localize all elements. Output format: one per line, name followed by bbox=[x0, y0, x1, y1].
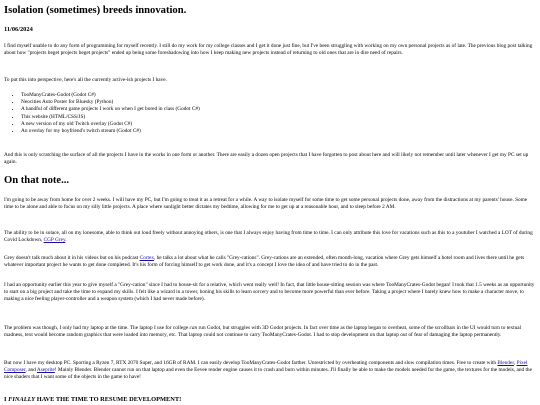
project-list bbox=[4, 92, 321, 135]
intro-paragraph: I find myself unable to do any form of programming for myself recently. I still do my work for my college classes and I get it done just fine, but I've been struggling with working on my own personal projects as of late. The previous blog post talking about how "projects beget projects beget projects" ended up being some foreshadowing into how I keep making new projects instead of returning to old ones that are in dire need of repairs. bbox=[4, 43, 533, 56]
solace-text: The ability to be in solace, all on my lonesome, able to think out loud freely without annoying others, is one that I always enjoy having from time to time. I can only attribute this love for vacations such as this to a youtuber I watched a LOT of during Covid Lockdown, bbox=[4, 230, 533, 243]
problem-text-b: run Godot, but struggles with 3D Godot projects. In fact over time as the laptop began to overheat, some of the scrollbars in the UI would turn to textual madness, text would become random graphics that were loaded into memory, etc. That laptop could not continue to carry TooManyCrates-Godot. I had to stop development on that laptop out of fear of damaging the laptop permanently. bbox=[4, 325, 522, 338]
cortex-link[interactable]: Cortex bbox=[139, 255, 154, 261]
desktop-text-b: ! Mainly Blender. Blender cannot run on that laptop and even the Eevee render engine causes it to crash and burn within minutes. I'll finally be able to make the models needed for the game, the textures for the models, and the nice shaders that I want some of the objects in the game to have! bbox=[4, 366, 532, 380]
solace-end: . bbox=[65, 236, 67, 243]
list-item: • An overlay for my boyfriend's twitch stream (Godot C#) bbox=[21, 128, 321, 135]
grey-text-a: Grey doesn't talk much about it in his videos but on his podcast bbox=[4, 255, 140, 261]
grey-paragraph bbox=[4, 255, 536, 269]
list-item: • A handful of different game projects I work on when I get bored in class (Godot C#) bbox=[21, 106, 321, 113]
desktop-sep-1: , bbox=[513, 360, 517, 366]
final-heading bbox=[4, 396, 181, 404]
home-paragraph: I'm going to be away from home for over 2 weeks. I will have my PC, but I'm going to treat it as a retreat for a while. A way to isolate myself for some time to get some personal projects done, away from the distractions at my parents' house. Some time to be alone and able to focus on my silly little projects. A place where sunlight better dictates my bedtime, allowing for me to get up at a reasonable hour, and to sleep before 2 AM. bbox=[4, 197, 528, 210]
solace-paragraph bbox=[4, 230, 536, 244]
final-text-b: HAVE THE TIME TO RESUME DEVELOPMENT! bbox=[35, 396, 182, 403]
list-item: • Neocities Auto Poster for Bluesky (Python) bbox=[21, 99, 321, 106]
problem-text-a: The problem was though, I only had my laptop at the time. The laptop I use for college bbox=[4, 325, 190, 331]
final-text-a: I bbox=[4, 396, 9, 403]
list-item: • A new version of my old Twitch overlay (Godot C#) bbox=[21, 121, 321, 128]
scratching-paragraph: And this is only scratching the surface of all the projects I have in the works in one form or another. There are easily a dozen open projects that I have forgotten to post about here and will likely not remember until later whenever I get my PC set up again. bbox=[4, 152, 529, 165]
desktop-paragraph bbox=[4, 360, 536, 380]
post-date: 11/06/2024 bbox=[4, 26, 33, 33]
section-heading: On that note... bbox=[4, 175, 70, 186]
desktop-text-a: But now I have my desktop PC. Sporting a Ryzen 7, RTX 2070 Super, and 16GB of RAM. I can easily develop TooManyCrates-Godot farther. Unrestricted by overheating components and slow compilation times. Free to create with bbox=[4, 360, 498, 366]
perspective-paragraph: To put this into perspective, here's all the currently active-ish projects I have. bbox=[4, 77, 167, 83]
final-emphasis: FINALLY bbox=[8, 396, 36, 403]
grey-text-b: , he talks a lot about what he calls "Grey-cations". Grey-cations are an extended, often month-long, vacation where Grey gets himself a hotel room and lives there until he gets whatever important project he wants to get done completed. It's his form of forcing himself to get work done, and it's a concept I love the idea of and have tried to do in the past. bbox=[4, 255, 525, 268]
list-item: • This website (HTML/CSS/JS) bbox=[21, 114, 321, 121]
cgp-grey-link[interactable]: CGP Grey bbox=[43, 236, 66, 243]
blender-link[interactable]: Blender bbox=[497, 360, 514, 366]
list-item: • TooManyCrates-Godot (Godot C#) bbox=[21, 92, 321, 99]
pixel-composer-link[interactable]: Pixel Composer bbox=[4, 360, 528, 373]
problem-paragraph bbox=[4, 325, 536, 339]
desktop-sep-2: , and bbox=[25, 366, 37, 373]
problem-emphasis: can bbox=[189, 325, 198, 331]
past-paragraph: I had an opportunity earlier this year to give myself a "Grey-cation" since I had to house-sit for a relative, which went really well! In fact, that little house-sitting session was where TooManyCrates-Godot began! I took that 1.5 weeks as an opportunity to start on a big project and take the time to expand my skills. I felt like a wizard in a tower, honing his skills to learn sorcery and to become more powerful than ever before. Taking a project where I barely knew how to make a character move, to making a nice feeling player-controller and a weapon system (which I had never made before). bbox=[4, 282, 535, 302]
aseprite-link[interactable]: Aseprite bbox=[36, 366, 55, 373]
post-title: Isolation (sometimes) breeds innovation. bbox=[4, 5, 187, 16]
